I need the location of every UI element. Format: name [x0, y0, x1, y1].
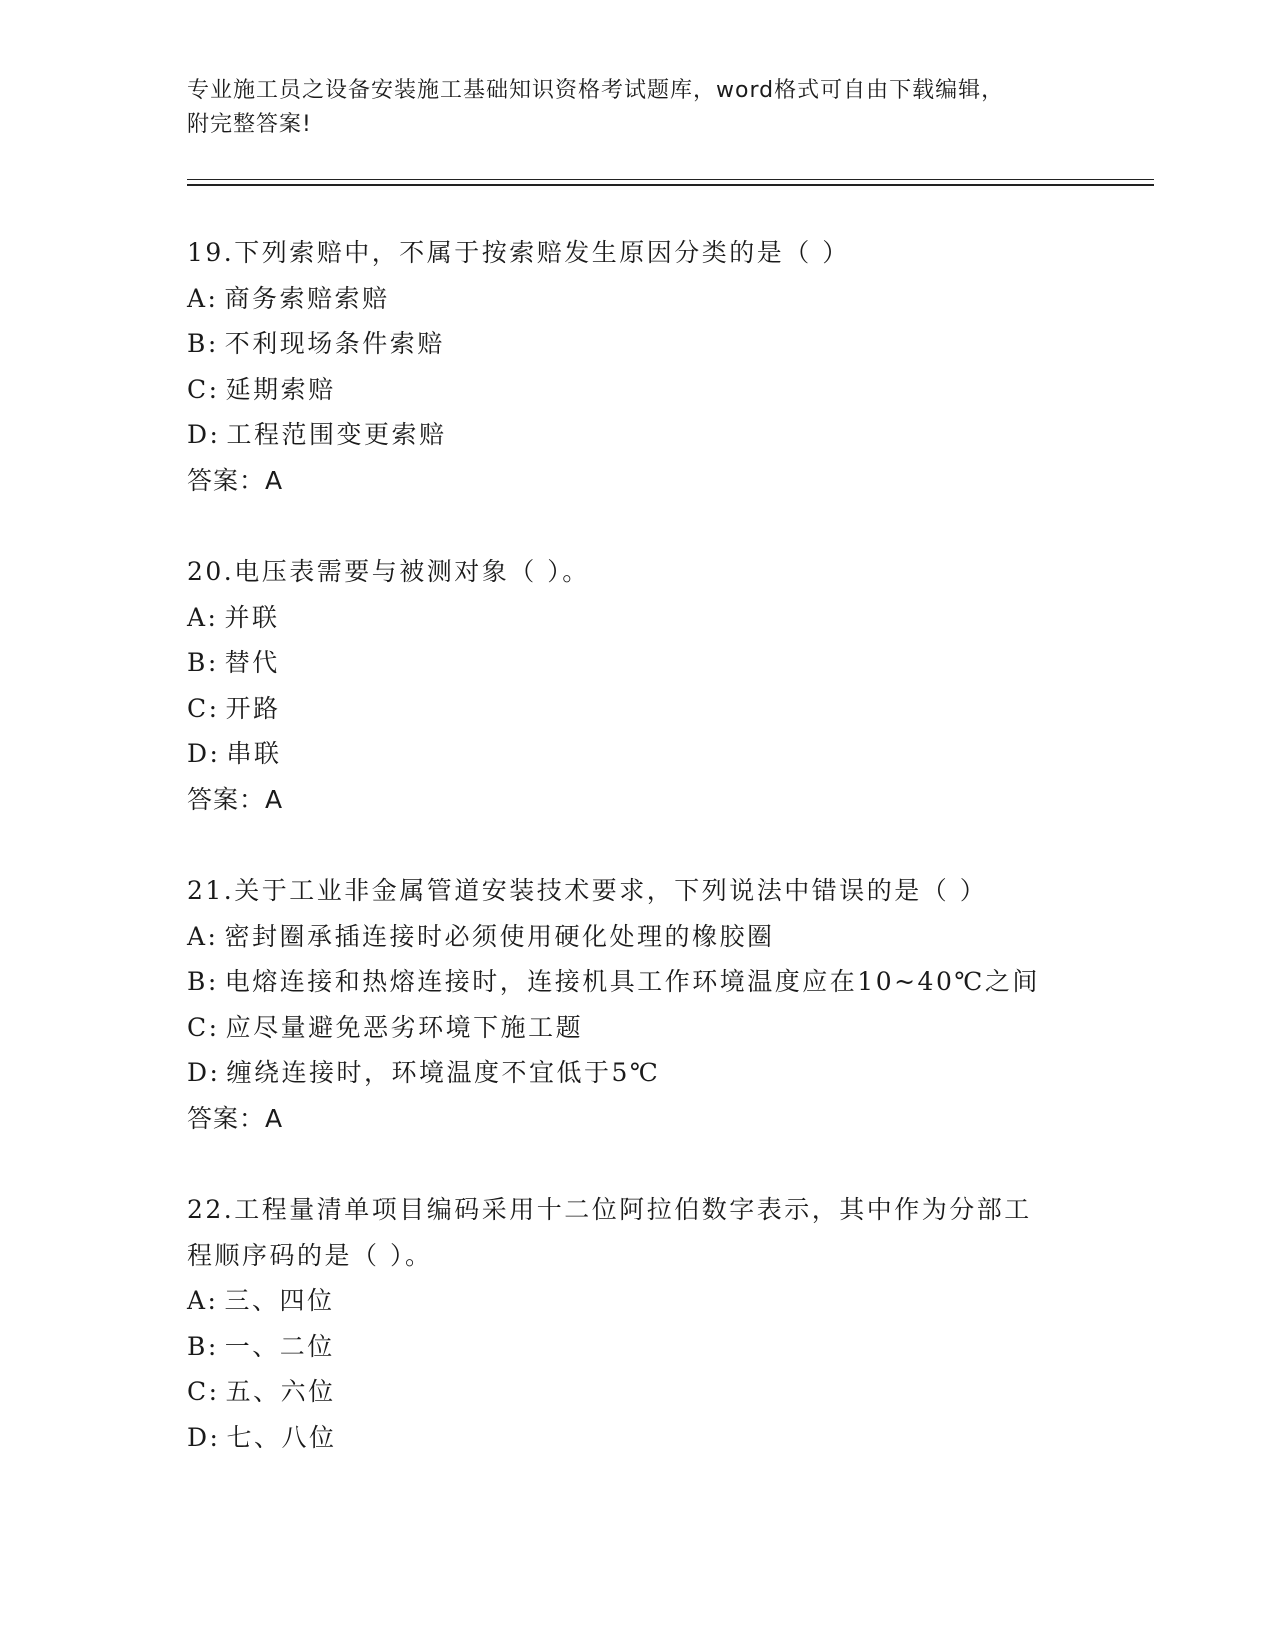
option-text: 并联 [224, 602, 280, 632]
option-letter: C: [187, 374, 220, 404]
question-22 [187, 1187, 1087, 1460]
option-b [187, 1324, 1087, 1370]
option-letter: A: [187, 283, 219, 313]
option-letter: B: [187, 329, 219, 358]
option-d [187, 731, 1087, 777]
option-text: 电熔连接和热熔连接时，连接机具工作环境温度应在10~40℃之间 [224, 967, 1040, 996]
option-a [187, 276, 1087, 322]
option-d [187, 1050, 1087, 1096]
option-d [187, 412, 1087, 458]
answer-label: 答案：A [187, 465, 284, 495]
question-19 [187, 230, 1087, 503]
option-letter: A: [187, 1286, 219, 1315]
option-letter: C: [187, 693, 220, 723]
question-stem: 21.关于工业非金属管道安装技术要求，下列说法中错误的是（ ） [187, 876, 988, 905]
option-text: 不利现场条件索赔 [224, 329, 445, 358]
option-text: 串联 [226, 739, 282, 768]
question-stem-line-2: 程顺序码的是（ ）。 [187, 1240, 433, 1270]
option-b [187, 959, 1087, 1005]
option-text: 密封圈承插连接时必须使用硬化处理的橡胶圈 [224, 921, 775, 951]
answer-label: 答案：A [187, 1103, 284, 1133]
option-text: 开路 [225, 693, 281, 723]
option-letter: C: [187, 1012, 220, 1042]
option-text: 五、六位 [225, 1377, 336, 1406]
option-text: 商务索赔索赔 [224, 283, 390, 313]
question-21 [187, 868, 1087, 1141]
header-divider-thick [187, 184, 1154, 186]
option-letter: A: [187, 921, 219, 951]
option-text: 延期索赔 [225, 374, 336, 404]
option-c [187, 1005, 1087, 1051]
header-line-2: 附完整答案! [187, 112, 312, 137]
option-a [187, 595, 1087, 641]
question-stem-line-1: 22.工程量清单项目编码采用十二位阿拉伯数字表示，其中作为分部工 [187, 1195, 1032, 1224]
document-header [187, 74, 1087, 142]
option-text: 缠绕连接时，环境温度不宜低于5℃ [226, 1058, 661, 1087]
option-letter: D: [187, 420, 221, 449]
option-text: 三、四位 [224, 1286, 335, 1315]
option-d [187, 1415, 1087, 1461]
option-letter: C: [187, 1377, 220, 1406]
option-a [187, 914, 1087, 960]
option-letter: B: [187, 967, 219, 996]
question-stem: 19.下列索赔中，不属于按索赔发生原因分类的是（ ） [187, 238, 850, 267]
option-letter: B: [187, 648, 219, 677]
option-b [187, 321, 1087, 367]
header-line-1: 专业施工员之设备安装施工基础知识资格考试题库，word格式可自由下载编辑， [187, 78, 1005, 103]
option-text: 工程范围变更索赔 [226, 420, 447, 449]
option-letter: D: [187, 739, 221, 768]
option-text: 应尽量避免恶劣环境下施工题 [225, 1012, 584, 1042]
option-letter: D: [187, 1422, 221, 1452]
option-letter: B: [187, 1331, 219, 1361]
option-c [187, 367, 1087, 413]
option-a [187, 1278, 1087, 1324]
option-text: 替代 [224, 648, 280, 677]
option-c [187, 1369, 1087, 1415]
option-text: 一、二位 [224, 1331, 335, 1361]
option-letter: A: [187, 602, 219, 632]
question-20 [187, 549, 1087, 822]
option-b [187, 640, 1087, 686]
option-text: 七、八位 [226, 1422, 337, 1452]
option-c [187, 686, 1087, 732]
header-divider-thin [187, 179, 1154, 180]
option-letter: D: [187, 1058, 221, 1087]
answer-label: 答案：A [187, 784, 284, 814]
question-stem: 20.电压表需要与被测对象（ ）。 [187, 557, 590, 586]
